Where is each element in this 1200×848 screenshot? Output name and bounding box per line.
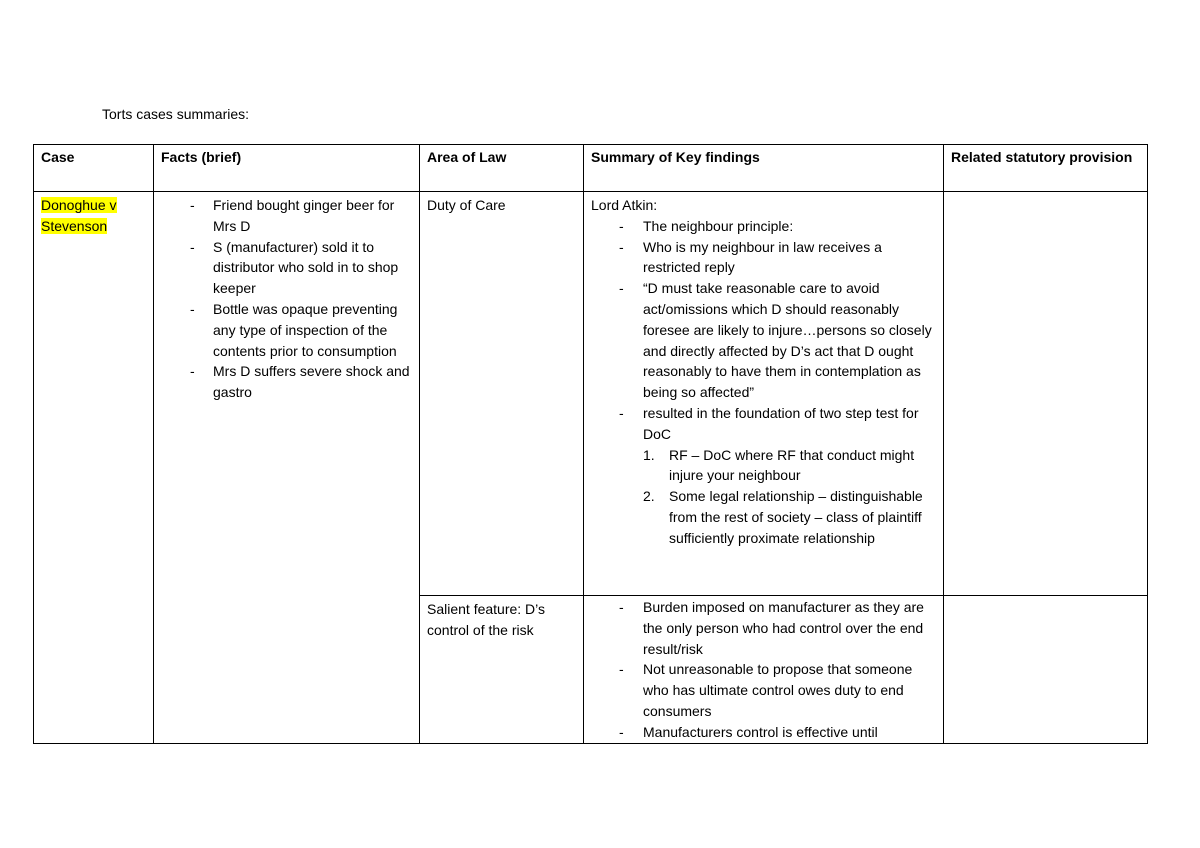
key-findings-cell [584, 596, 944, 744]
list-item: - Manufacturers control is effective until [591, 722, 936, 743]
list-item: - Friend bought ginger beer for Mrs D [161, 195, 412, 237]
cases-table [33, 144, 1148, 744]
list-item: - Mrs D suffers severe shock and gastro [161, 361, 412, 403]
step-text: RF – DoC where RF that conduct might injure your neighbour [669, 446, 915, 484]
key-findings-cell [584, 192, 944, 596]
statutory-cell [944, 596, 1148, 744]
findings-list [591, 216, 936, 445]
list-item: - Bottle was opaque preventing any type of inspection of the contents prior to consumption [161, 299, 412, 361]
list-item [591, 486, 936, 548]
header-findings: Summary of Key findings [584, 145, 944, 192]
list-item: - Who is my neighbour in law receives a restricted reply [591, 237, 936, 279]
header-facts: Facts (brief) [154, 145, 420, 192]
list-item: - The neighbour principle: [591, 216, 936, 237]
header-area: Area of Law [420, 145, 584, 192]
document-title: Torts cases summaries: [102, 106, 250, 122]
judge-label: Lord Atkin: [591, 197, 658, 213]
step-number: 2. [643, 488, 655, 505]
table-row [34, 192, 1148, 596]
list-item: - S (manufacturer) sold it to distributor who sold in to shop keeper [161, 237, 412, 299]
case-name-highlighted: Donoghue v Stevenson [41, 197, 117, 234]
header-case: Case [34, 145, 154, 192]
step-text: Some legal relationship – distinguishable from the rest of society – class of plaintiff sufficiently proximate relationship [669, 488, 923, 546]
header-statutory: Related statutory provision [944, 145, 1148, 192]
facts-cell [154, 192, 420, 744]
list-item: - “D must take reasonable care to avoid act/omissions which D should reasonably foresee are likely to injure…persons so closely and directly affected by D’s act that D ought reasonably to have them in contemplation as being so affected” [591, 278, 936, 403]
step-number: 1. [643, 446, 655, 463]
case-cell [34, 192, 154, 744]
two-step-test-list [591, 445, 936, 549]
area-of-law-cell: Salient feature: D’s control of the risk [420, 596, 584, 744]
statutory-cell [944, 192, 1148, 596]
list-item: - Burden imposed on manufacturer as they are the only person who had control over the end result/risk [591, 597, 936, 659]
area-of-law-cell: Duty of Care [420, 192, 584, 596]
table-header-row [34, 145, 1148, 192]
list-item: - Not unreasonable to propose that someone who has ultimate control owes duty to end consumers [591, 659, 936, 721]
facts-list [161, 195, 412, 403]
list-item [591, 445, 936, 487]
findings-list [591, 597, 936, 743]
list-item: - resulted in the foundation of two step test for DoC [591, 403, 936, 445]
